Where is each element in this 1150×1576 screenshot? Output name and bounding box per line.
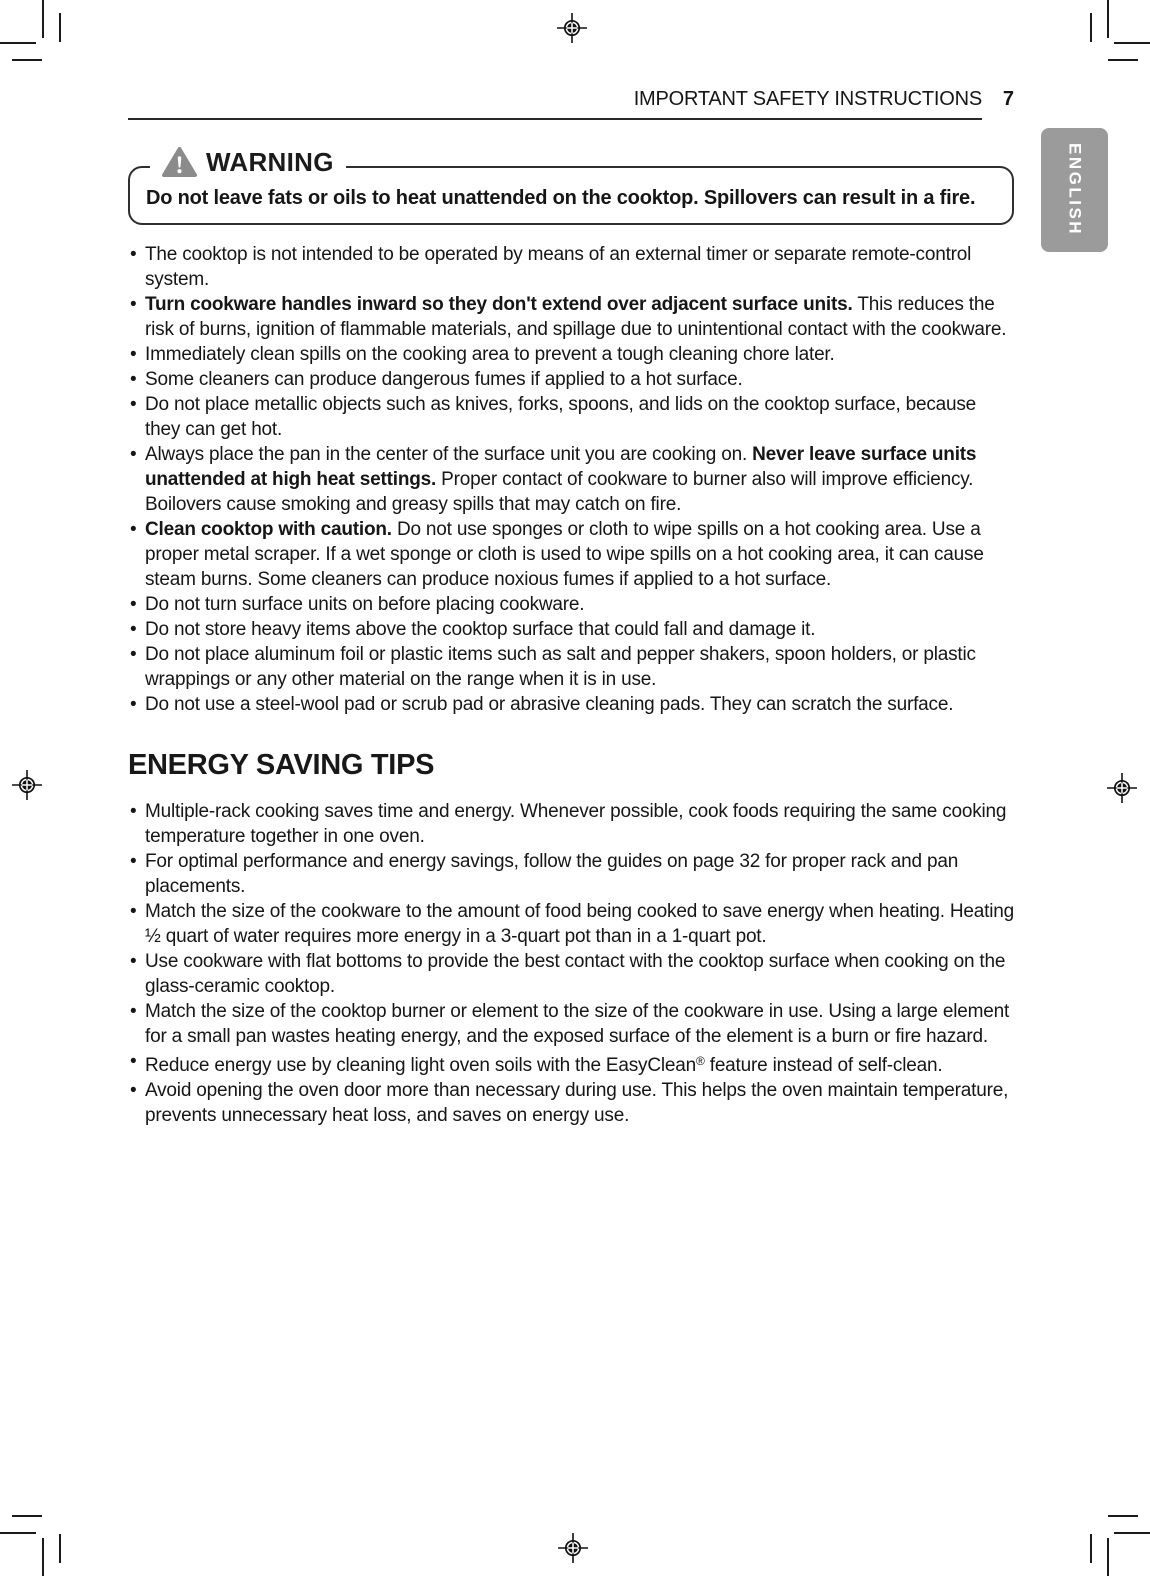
safety-instruction-item <box>128 617 1014 642</box>
crop-mark <box>1107 0 1109 38</box>
registration-mark-icon <box>11 769 43 801</box>
text-segment: Use cookware with flat bottoms to provide the best contact with the cooktop surface when cooking on the glass-ceramic cooktop. <box>145 951 1006 997</box>
text-segment: Do not place metallic objects such as knives, forks, spoons, and lids on the cooktop surface, because they can get hot. <box>145 394 977 440</box>
crop-mark <box>1114 1532 1150 1534</box>
safety-instruction-item <box>128 392 1014 442</box>
safety-instruction-item <box>128 517 1014 592</box>
text-segment: Multiple-rack cooking saves time and energy. Whenever possible, cook foods requiring the same cooking temperature together in one oven. <box>145 801 1007 847</box>
text-segment: Proper contact of cookware to burner also will improve efficiency. Boilovers cause smoking and greasy spills that may catch on fire. <box>145 469 974 515</box>
page-title: IMPORTANT SAFETY INSTRUCTIONS <box>633 88 982 110</box>
text-segment: Match the size of the cookware to the amount of food being cooked to save energy when heating. Heating ½ quart of water requires more energy in a 3-quart pot than in a 1-quart pot. <box>145 901 1014 947</box>
energy-tip-item <box>128 1049 1014 1078</box>
crop-mark <box>1090 1534 1092 1563</box>
crop-mark <box>0 42 36 44</box>
crop-mark <box>0 1532 36 1534</box>
text-segment: Do not store heavy items above the cooktop surface that could fall and damage it. <box>145 619 816 640</box>
energy-tip-item <box>128 1078 1014 1128</box>
text-segment: ® <box>696 1054 705 1068</box>
crop-mark <box>12 1515 42 1517</box>
crop-mark <box>42 1538 44 1576</box>
registration-mark-icon <box>1106 772 1138 804</box>
text-segment: Immediately clean spills on the cooking area to prevent a tough cleaning chore later. <box>145 344 835 365</box>
crop-mark <box>1108 1515 1138 1517</box>
page-content <box>128 88 1014 1128</box>
energy-tip-item <box>128 999 1014 1049</box>
language-tab-english <box>1041 128 1108 252</box>
safety-instruction-item <box>128 367 1014 392</box>
warning-label: WARNING <box>206 147 334 177</box>
warning-triangle-icon <box>162 147 197 178</box>
warning-box-title <box>150 147 346 178</box>
text-segment: Do not use sponges or cloth to wipe spills on a hot cooking area. Use a proper metal scraper. If a wet sponge or cloth is used to wipe spills on a hot cooking area, it can cause steam burns. Some cleaners can produce noxious fumes if applied to a hot surface. <box>145 519 984 590</box>
energy-tip-item <box>128 899 1014 949</box>
energy-tip-item <box>128 949 1014 999</box>
crop-mark <box>1090 13 1092 42</box>
page-number: 7 <box>1002 88 1014 110</box>
crop-mark <box>12 59 42 61</box>
crop-mark <box>1114 42 1150 44</box>
crop-mark <box>1107 1538 1109 1576</box>
crop-mark <box>59 13 61 42</box>
text-segment: Always place the pan in the center of the surface unit you are cooking on. <box>145 444 753 465</box>
crop-mark <box>1108 59 1138 61</box>
safety-instruction-item <box>128 292 1014 342</box>
safety-instruction-item <box>128 442 1014 517</box>
crop-mark <box>59 1534 61 1563</box>
text-segment: Reduce energy use by cleaning light oven soils with the EasyClean <box>145 1055 696 1076</box>
text-segment: feature instead of self-clean. <box>704 1055 943 1076</box>
energy-tip-item <box>128 849 1014 899</box>
text-segment: This reduces the risk of burns, ignition of flammable materials, and spillage due to unintentional contact with the cookware. <box>145 294 1007 340</box>
header-rule <box>128 88 982 120</box>
warning-box <box>128 147 1014 225</box>
safety-instruction-item <box>128 242 1014 292</box>
text-segment: For optimal performance and energy savings, follow the guides on page 32 for proper rack and pan placements. <box>145 851 959 897</box>
crop-mark <box>42 0 44 38</box>
text-segment: Some cleaners can produce dangerous fumes if applied to a hot surface. <box>145 369 743 390</box>
text-segment: Clean cooktop with caution. <box>145 519 392 540</box>
registration-mark-icon <box>557 1532 589 1564</box>
text-segment: Do not use a steel-wool pad or scrub pad or abrasive cleaning pads. They can scratch the surface. <box>145 694 954 715</box>
safety-instructions-list <box>128 242 1014 717</box>
page-header <box>128 88 1014 120</box>
text-segment: Match the size of the cooktop burner or element to the size of the cookware in use. Using a large element for a small pan wastes heating energy, and the exposed surface of the element is a burn or fire hazard. <box>145 1001 1010 1047</box>
registration-mark-icon <box>556 12 588 44</box>
text-segment: Never leave surface units unattended at high heat settings. <box>145 444 977 490</box>
safety-instruction-item <box>128 692 1014 717</box>
energy-tip-item <box>128 799 1014 849</box>
warning-text: Do not leave fats or oils to heat unattended on the cooktop. Spillovers can result in a fire. <box>146 187 976 209</box>
energy-saving-tips-heading: ENERGY SAVING TIPS <box>128 749 435 781</box>
safety-instruction-item <box>128 642 1014 692</box>
safety-instruction-item <box>128 342 1014 367</box>
text-segment: Turn cookware handles inward so they don't extend over adjacent surface units. <box>145 294 853 315</box>
text-segment: Do not place aluminum foil or plastic items such as salt and pepper shakers, spoon holders, or plastic wrappings or any other material on the range when it is in use. <box>145 644 976 690</box>
safety-instruction-item <box>128 592 1014 617</box>
text-segment: The cooktop is not intended to be operated by means of an external timer or separate remote-control system. <box>145 244 972 290</box>
energy-saving-tips-list <box>128 799 1014 1128</box>
text-segment: Do not turn surface units on before placing cookware. <box>145 594 585 615</box>
language-tab-label: ENGLISH <box>1065 143 1085 237</box>
text-segment: Avoid opening the oven door more than necessary during use. This helps the oven maintain temperature, prevents unnecessary heat loss, and saves on energy use. <box>145 1080 1009 1126</box>
